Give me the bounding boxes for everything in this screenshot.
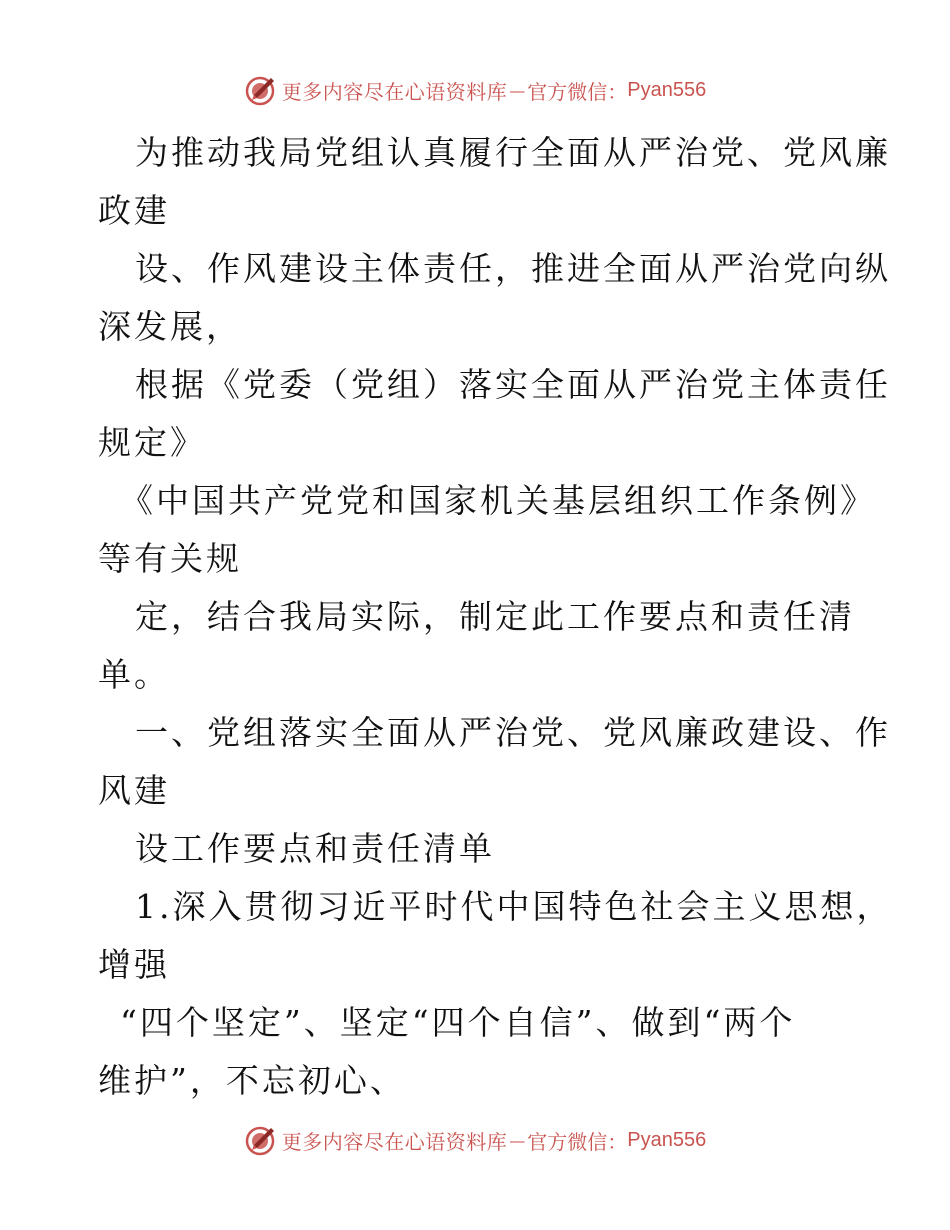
footer-banner <box>0 1120 950 1160</box>
body-line: 单。 <box>98 655 170 694</box>
site-slogan: 更多内容尽在心语资料库 <box>281 1129 508 1154</box>
wechat-account: Pyan556 <box>627 78 707 101</box>
body-line: 维护”，不忘初心、 <box>98 1061 406 1100</box>
body-line: 《中国共产党党和国家机关基层组织工作条例》 <box>120 481 876 520</box>
body-line: 政建 <box>98 191 170 230</box>
wechat-label: 官方微信： <box>527 1129 628 1154</box>
body-line: 深发展， <box>98 307 242 346</box>
body-line: 一、党组落实全面从严治党、党风廉政建设、作 <box>135 713 891 752</box>
header-banner <box>0 70 950 110</box>
wechat-account: Pyan556 <box>627 1128 707 1151</box>
site-slogan: 更多内容尽在心语资料库 <box>281 79 508 104</box>
body-line: 1.深入贯彻习近平时代中国特色社会主义思想， <box>135 887 893 926</box>
pen-logo-icon <box>244 1123 278 1157</box>
body-line: “四个坚定”、坚定“四个自信”、做到“两个 <box>120 1003 796 1042</box>
body-line: 设、作风建设主体责任，推进全面从严治党向纵 <box>135 249 891 288</box>
body-line: 增强 <box>98 945 170 984</box>
body-line: 根据《党委（党组）落实全面从严治党主体责任 <box>135 365 891 404</box>
document-body <box>98 124 893 1110</box>
body-line: 定，结合我局实际，制定此工作要点和责任清 <box>135 597 855 636</box>
banner-separator: — <box>509 1130 526 1150</box>
pen-logo-icon <box>244 73 278 107</box>
body-line: 规定》 <box>98 423 206 462</box>
body-line: 风建 <box>98 771 170 810</box>
body-line: 等有关规 <box>98 539 242 578</box>
wechat-label: 官方微信： <box>527 79 628 104</box>
body-line: 为推动我局党组认真履行全面从严治党、党风廉 <box>135 133 891 172</box>
body-line: 设工作要点和责任清单 <box>135 829 495 868</box>
banner-separator: — <box>509 80 526 100</box>
